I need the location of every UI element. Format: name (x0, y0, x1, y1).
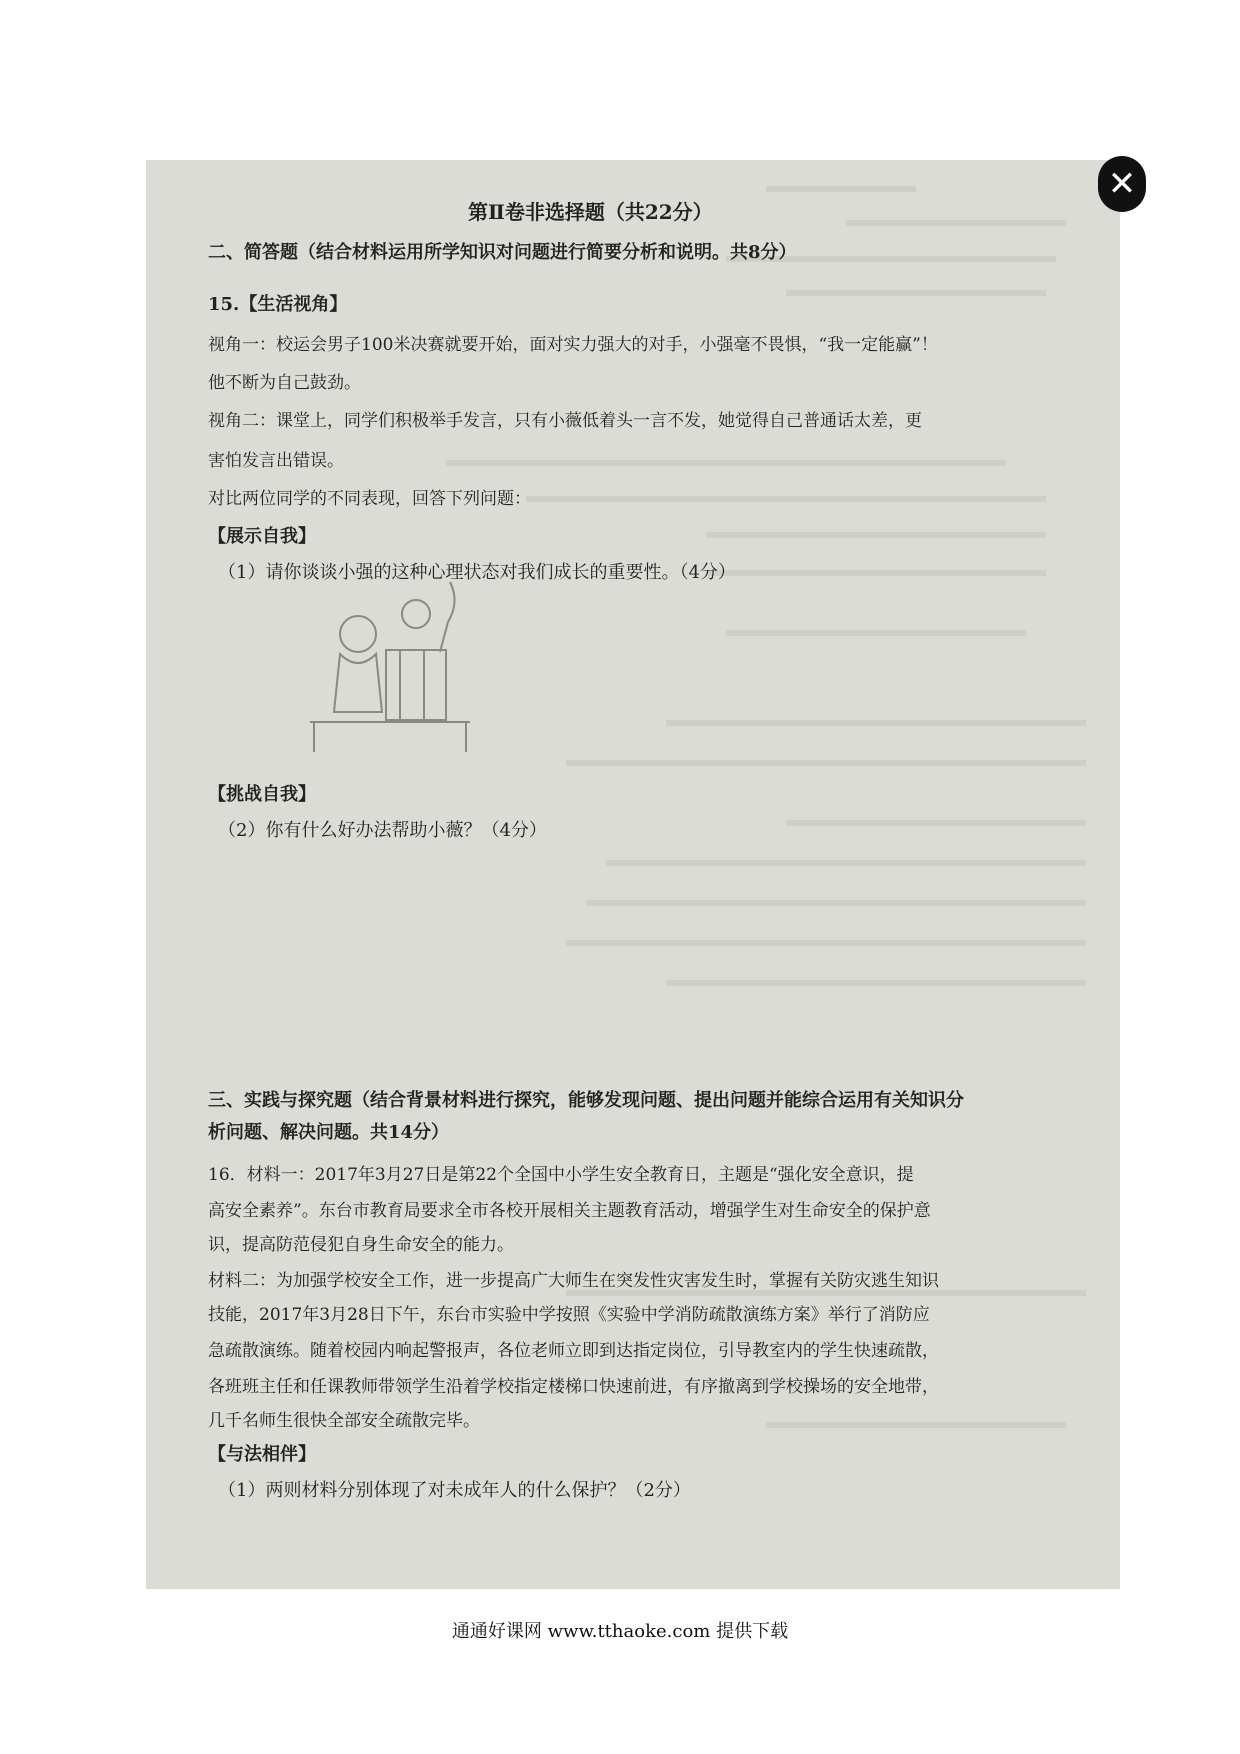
q15-sub2: （2）你有什么好办法帮助小薇？（4分） (218, 820, 547, 841)
q15-show-self: 【展示自我】 (208, 526, 316, 547)
q16-m2-line1: 材料二：为加强学校安全工作，进一步提高广大师生在突发性灾害发生时，掌握有关防灾逃生知识 (208, 1271, 939, 1291)
q15-challenge-self: 【挑战自我】 (208, 784, 316, 805)
close-button[interactable] (1098, 156, 1146, 212)
q15-sub1: （1）请你谈谈小强的这种心理状态对我们成长的重要性。（4分） (218, 562, 736, 583)
q15-view1-line2: 他不断为自己鼓劲。 (208, 373, 361, 393)
close-icon: ✕ (1107, 164, 1137, 204)
section3-title-line2: 析问题、解决问题。共14分） (208, 1122, 450, 1143)
section3-title-line1: 三、实践与探究题（结合背景材料进行探究，能够发现问题、提出问题并能综合运用有关知识分 (208, 1090, 964, 1111)
part-title: 第Ⅱ卷非选择题（共22分） (468, 200, 713, 224)
footer-credit: 通通好课网 www.tthaoke.com 提供下载 (451, 1621, 789, 1642)
q16-m2-line4: 各班班主任和任课教师带领学生沿着学校指定楼梯口快速前进，有序撤离到学校操场的安全地带， (208, 1377, 939, 1397)
q16-m2-line3: 急疏散演练。随着校园内响起警报声，各位老师立即到达指定岗位，引导教室内的学生快速疏散， (208, 1341, 939, 1361)
q15-view2-line2: 害怕发言出错误。 (208, 451, 344, 471)
q16-with-law: 【与法相伴】 (208, 1444, 316, 1465)
q16-m1-line2: 高安全素养”。东台市教育局要求全市各校开展相关主题教育活动，增强学生对生命安全的保护意 (208, 1201, 931, 1221)
q16-m2-line5: 几千名师生很快全部安全疏散完毕。 (208, 1411, 480, 1431)
q15-heading: 15.【生活视角】 (208, 294, 348, 315)
q16-m1-line1: 16．材料一：2017年3月27日是第22个全国中小学生安全教育日，主题是“强化安全意识，提 (208, 1165, 914, 1185)
q16-m2-line2: 技能，2017年3月28日下午，东台市实验中学按照《实验中学消防疏散演练方案》举行了消防应 (208, 1305, 930, 1325)
cartoon-illustration (300, 562, 480, 772)
q15-view2-line1: 视角二：课堂上，同学们积极举手发言，只有小薇低着头一言不发，她觉得自己普通话太差，更 (208, 411, 922, 431)
q16-sub1: （1）两则材料分别体现了对未成年人的什么保护？（2分） (218, 1480, 691, 1501)
q15-view1-line1: 视角一：校运会男子100米决赛就要开始，面对实力强大的对手，小强毫不畏惧，“我一定能赢”！ (208, 335, 938, 355)
q16-m1-line3: 识，提高防范侵犯自身生命安全的能力。 (208, 1235, 514, 1255)
section2-title: 二、简答题（结合材料运用所学知识对问题进行简要分析和说明。共8分） (208, 242, 797, 263)
q15-prompt: 对比两位同学的不同表现，回答下列问题： (208, 489, 531, 509)
